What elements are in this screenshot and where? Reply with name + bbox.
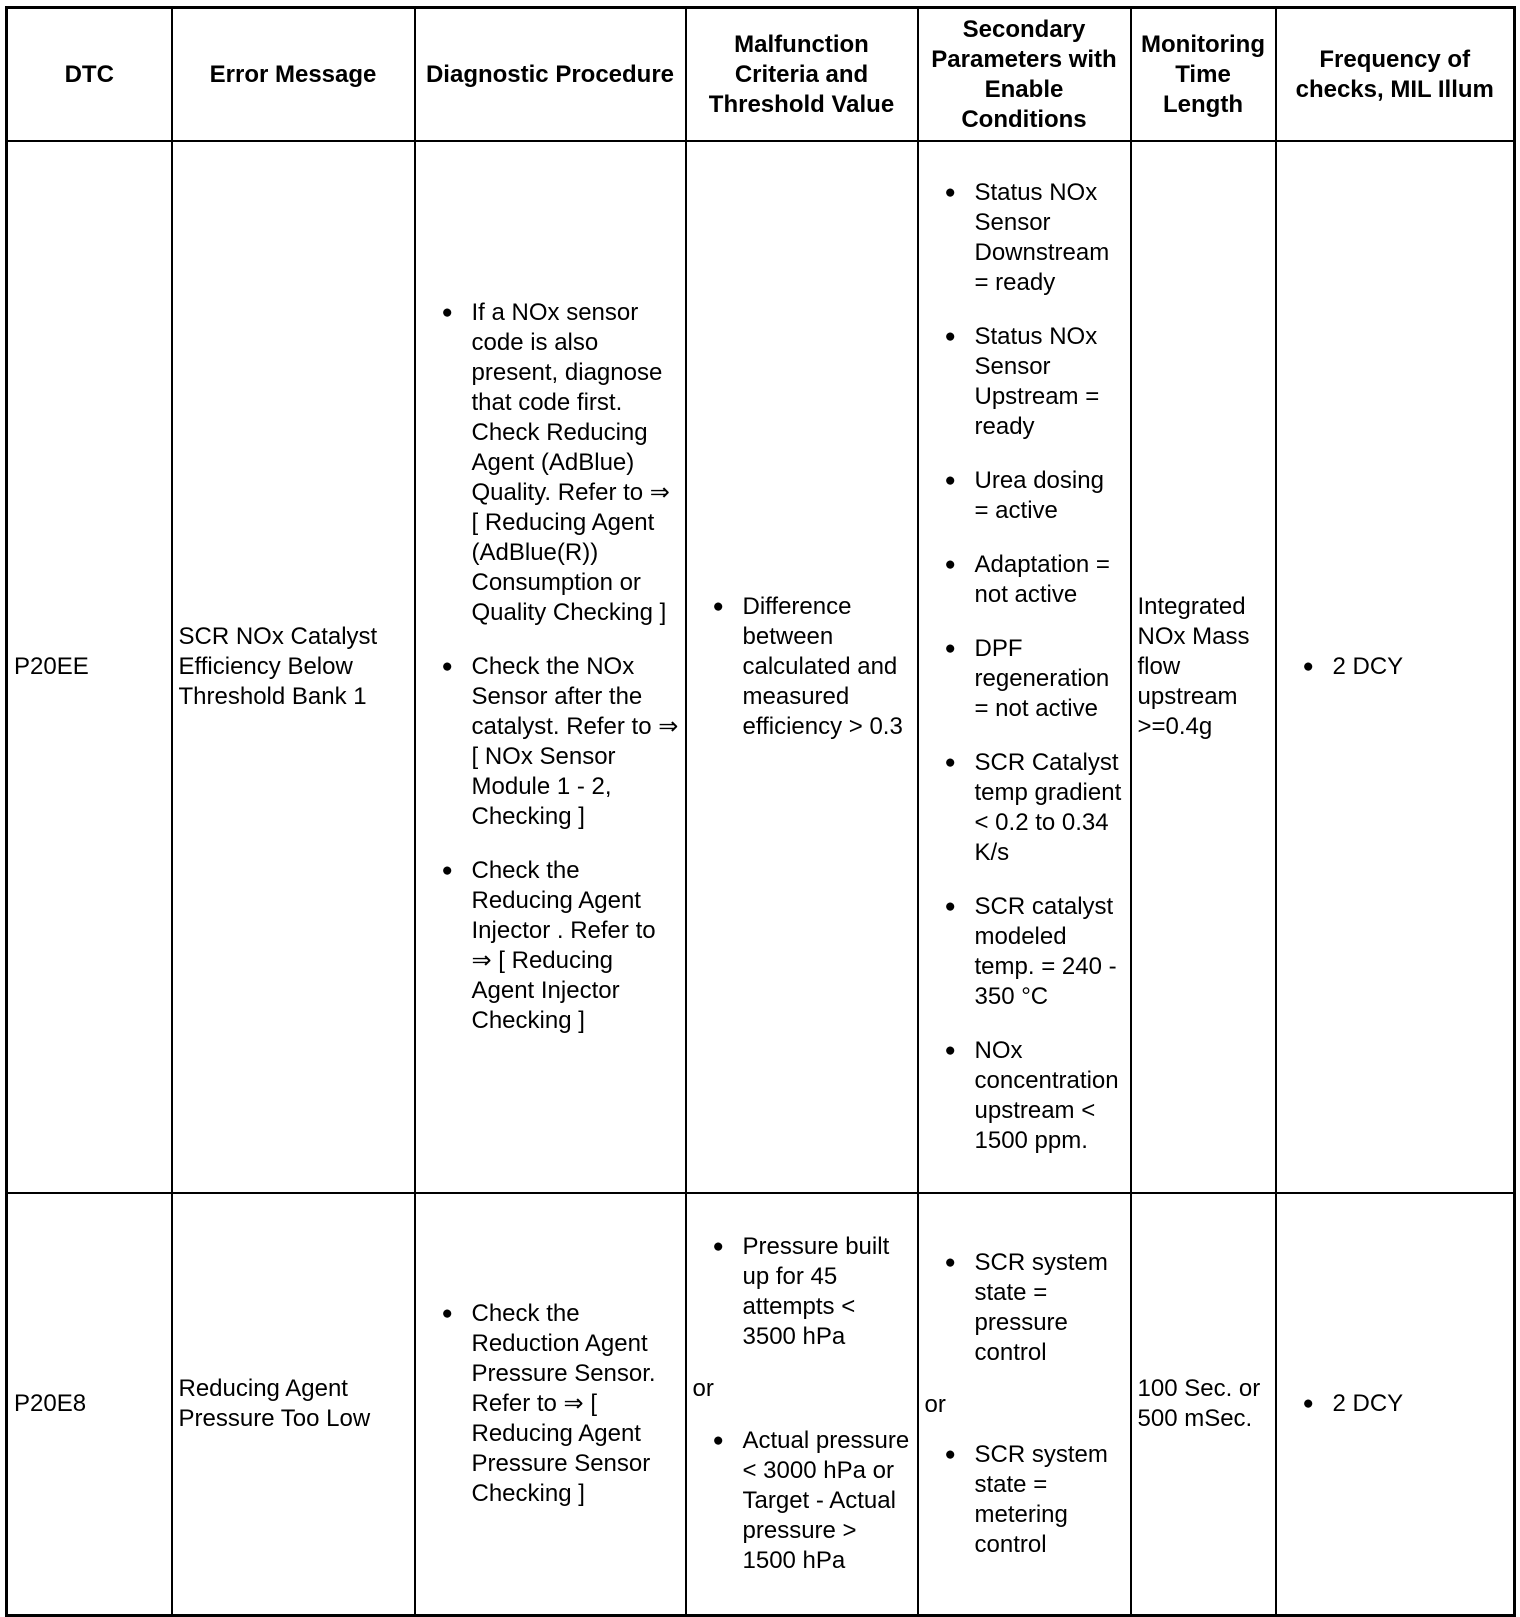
- diagnostic-procedure-cell: [415, 141, 686, 1193]
- frequency-list: [1283, 652, 1508, 682]
- secondary-list: [925, 1248, 1124, 1368]
- table-row: [7, 1193, 1515, 1616]
- frequency-cell: [1276, 141, 1515, 1193]
- col-header-error-message: Error Message: [172, 8, 415, 142]
- secondary-item: ● SCR system state = metering control: [925, 1440, 1124, 1560]
- procedure-item: ● Check the Reducing Agent Injector . Refer to ⇒ [ Reducing Agent Injector Checking ]: [422, 856, 679, 1036]
- malfunction-criteria-cell: [686, 1193, 918, 1616]
- frequency-list: [1283, 1389, 1508, 1419]
- secondary-item: ● Adaptation = not active: [925, 550, 1124, 610]
- dtc-table: [5, 6, 1516, 1617]
- monitoring-time: Integrated NOx Mass flow upstream >=0.4g: [1131, 141, 1276, 1193]
- monitoring-time: 100 Sec. or 500 mSec.: [1131, 1193, 1276, 1616]
- col-header-diagnostic-procedure: Diagnostic Procedure: [415, 8, 686, 142]
- secondary-list: [925, 1440, 1124, 1560]
- col-header-monitoring-time: Monitoring Time Length: [1131, 8, 1276, 142]
- secondary-item: ● NOx concentration upstream < 1500 ppm.: [925, 1036, 1124, 1156]
- error-message: Reducing Agent Pressure Too Low: [172, 1193, 415, 1616]
- criteria-list: [693, 1232, 911, 1352]
- col-header-dtc: DTC: [7, 8, 172, 142]
- criteria-item: ● Difference between calculated and measured efficiency > 0.3: [693, 592, 911, 742]
- dtc-code: P20EE: [7, 141, 172, 1193]
- frequency-item: ● 2 DCY: [1283, 1389, 1508, 1419]
- secondary-item: ● Status NOx Sensor Upstream = ready: [925, 322, 1124, 442]
- frequency-cell: [1276, 1193, 1515, 1616]
- secondary-item: ● SCR Catalyst temp gradient < 0.2 to 0.34 K/s: [925, 748, 1124, 868]
- secondary-item: ● SCR system state = pressure control: [925, 1248, 1124, 1368]
- secondary-list: [925, 178, 1124, 1156]
- or-separator: or: [692, 1375, 714, 1402]
- criteria-list: [693, 592, 911, 742]
- col-header-malfunction-criteria: Malfunction Criteria and Threshold Value: [686, 8, 918, 142]
- malfunction-criteria-cell: [686, 141, 918, 1193]
- error-message: SCR NOx Catalyst Efficiency Below Threshold Bank 1: [172, 141, 415, 1193]
- secondary-item: ● Status NOx Sensor Downstream = ready: [925, 178, 1124, 298]
- criteria-list: [693, 1426, 911, 1576]
- secondary-parameters-cell: [918, 1193, 1131, 1616]
- table-row: [7, 141, 1515, 1193]
- procedure-list: [422, 298, 679, 1036]
- procedure-item: ● Check the NOx Sensor after the catalyst. Refer to ⇒ [ NOx Sensor Module 1 - 2, Checking ]: [422, 652, 679, 832]
- frequency-item: ● 2 DCY: [1283, 652, 1508, 682]
- secondary-parameters-cell: [918, 141, 1131, 1193]
- secondary-item: ● DPF regeneration = not active: [925, 634, 1124, 724]
- or-separator: or: [924, 1391, 946, 1418]
- procedure-item: ● Check the Reduction Agent Pressure Sensor. Refer to ⇒ [ Reducing Agent Pressure Sensor Checking ]: [422, 1299, 679, 1509]
- secondary-item: ● SCR catalyst modeled temp. = 240 - 350 °C: [925, 892, 1124, 1012]
- procedure-item: ● If a NOx sensor code is also present, diagnose that code first. Check Reducing Agent (AdBlue) Quality. Refer to ⇒ [ Reducing Agent (AdBlue(R)) Consumption or Quality Checking ]: [422, 298, 679, 628]
- criteria-item: ● Pressure built up for 45 attempts < 3500 hPa: [693, 1232, 911, 1352]
- diagnostic-procedure-cell: [415, 1193, 686, 1616]
- criteria-item: ● Actual pressure < 3000 hPa or Target - Actual pressure > 1500 hPa: [693, 1426, 911, 1576]
- secondary-item: ● Urea dosing = active: [925, 466, 1124, 526]
- col-header-secondary-parameters: Secondary Parameters with Enable Conditions: [918, 8, 1131, 142]
- col-header-frequency: Frequency of checks, MIL Illum: [1276, 8, 1515, 142]
- procedure-list: [422, 1299, 679, 1509]
- dtc-code: P20E8: [7, 1193, 172, 1616]
- table-header-row: [7, 8, 1515, 142]
